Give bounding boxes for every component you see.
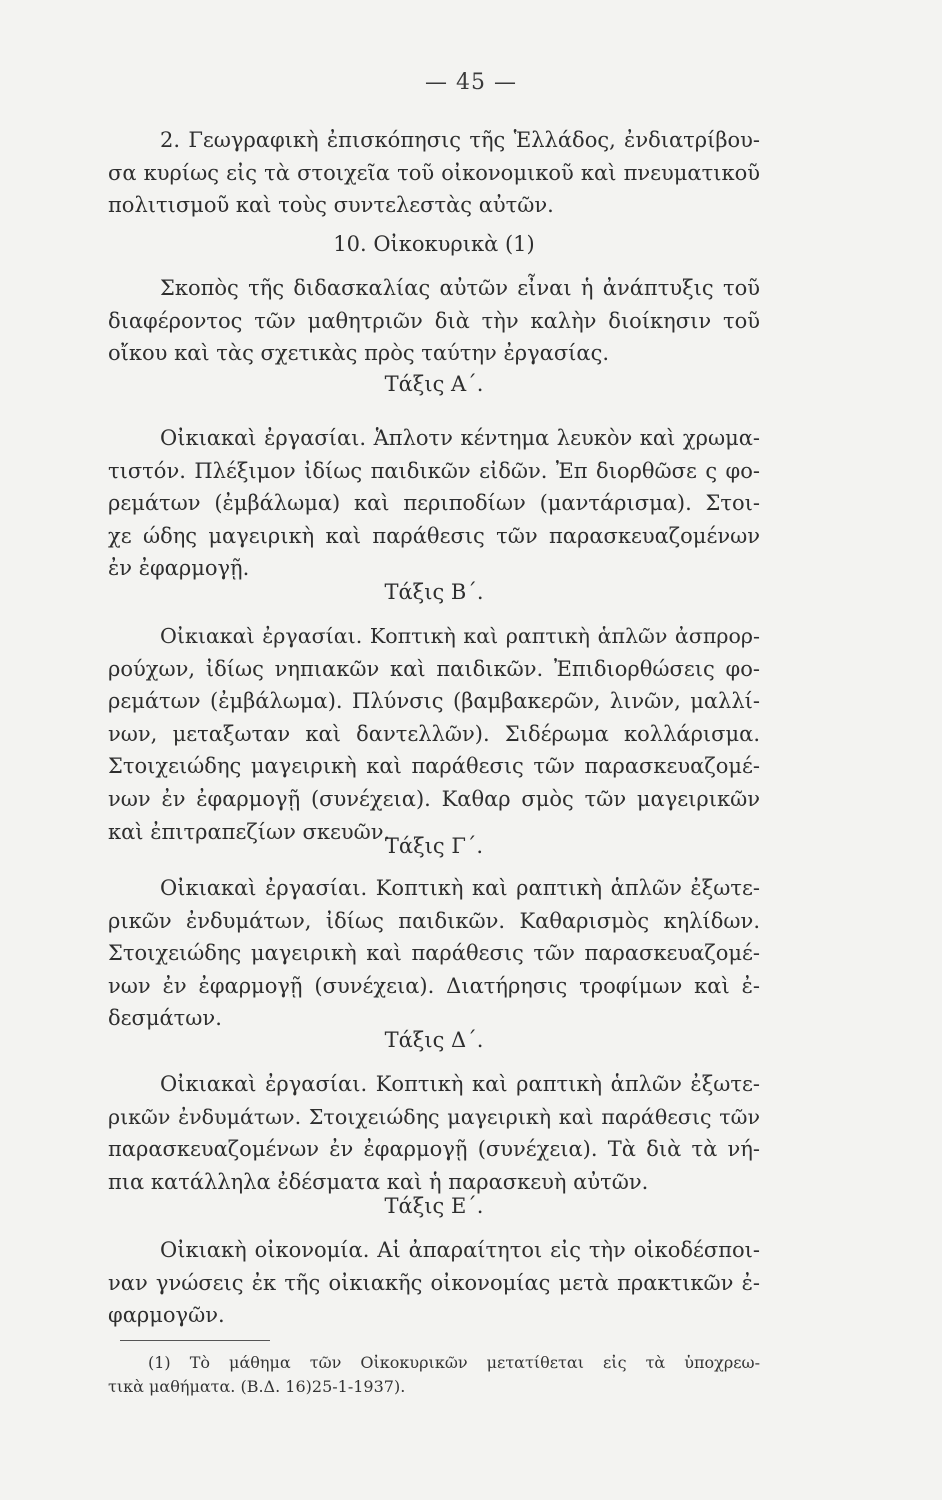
text-line: δεσμάτων.	[108, 1006, 222, 1031]
text-line: παρασκευαζομένων ἐν ἐφαρμογῇ (συνέχεια). Τὰ διὰ τὰ νή-	[108, 1137, 760, 1162]
footnote-divider	[120, 1340, 270, 1341]
section-10-paragraph	[108, 272, 760, 370]
section-10-heading-block	[108, 228, 760, 260]
text-line: 2. Γεωγραφικὴ ἐπισκόπησις τῆς Ἑλλάδος, ἐνδιατρίβου-	[160, 128, 760, 152]
footnote-line: τικὰ μαθήματα. (Β.Δ. 16)25-1-1937).	[108, 1377, 406, 1396]
class-g-paragraph	[108, 872, 760, 1035]
text-line: καὶ ἐπιτραπεζίων σκευῶν.	[108, 819, 391, 844]
class-d-heading-block	[108, 1024, 760, 1056]
class-heading: Τάξις Β΄.	[384, 580, 484, 604]
text-line: σα κυρίως εἰς τὰ στοιχεῖα τοῦ οἰκονομικοῦ καὶ πνευματικοῦ	[108, 160, 760, 185]
text-line: χε ώδης μαγειρικὴ καὶ παράθεσις τῶν παρασκευαζομένων	[108, 523, 760, 548]
text-line: Σκοπὸς τῆς διδασκαλίας αὐτῶν εἶναι ἡ ἀνάπτυξις τοῦ	[160, 276, 760, 300]
class-b-heading-block	[108, 576, 760, 608]
class-e-heading-block	[108, 1190, 760, 1222]
text-line: ἐν ἐφαρμογῇ.	[108, 556, 250, 581]
text-line: ναν γνώσεις ἐκ τῆς οἰκιακῆς οἰκονομίας μετὰ πρακτικῶν ἐ-	[108, 1270, 760, 1295]
class-d-paragraph	[108, 1068, 760, 1198]
text-line: ρικῶν ἐνδυμάτων, ἰδίως παιδικῶν. Καθαρισμὸς κηλίδων.	[108, 908, 760, 933]
text-line: ρούχων, ἰδίως νηπιακῶν καὶ παιδικῶν. Ἐπιδιορθώσεις φο-	[108, 656, 760, 681]
item-2-paragraph	[108, 124, 760, 222]
footnote-line: (1) Τὸ μάθημα τῶν Οἰκοκυρικῶν μετατίθεται εἰς τὰ ὑποχρεω-	[148, 1353, 760, 1372]
text-line: Οἰκιακαὶ ἐργασίαι. Κοπτικὴ καὶ ραπτικὴ ἁπλῶν ἐξωτε-	[160, 876, 760, 900]
text-line: φαρμογῶν.	[108, 1303, 225, 1328]
text-line: Οἰκιακαὶ ἐργασίαι. Ἁπλοτν κέντημα λευκὸν καὶ χρωμα-	[160, 426, 760, 450]
text-line: νων, μεταξωταν καὶ δαντελλῶν). Σιδέρωμα κολλάρισμα.	[108, 721, 760, 746]
text-line: Στοιχειώδης μαγειρικὴ καὶ παράθεσις τῶν παρασκευαζομέ-	[108, 754, 760, 779]
class-heading: Τάξις Α΄.	[384, 372, 484, 396]
class-heading: Τάξις Ε΄.	[384, 1194, 484, 1218]
class-heading: Τάξις Δ΄.	[384, 1028, 484, 1052]
class-b-paragraph	[108, 620, 760, 848]
text-line: πια κατάλληλα ἐδέσματα καὶ ἡ παρασκευὴ αὐτῶν.	[108, 1169, 649, 1194]
page-number: — 45 —	[425, 70, 517, 95]
class-a-paragraph	[108, 422, 760, 585]
text-line: Οἰκιακὴ οἰκονομία. Αἱ ἀπαραίτητοι εἰς τὴν οἰκοδέσποι-	[160, 1238, 760, 1262]
text-line: τιστόν. Πλέξιμον ἰδίως παιδικῶν εἰδῶν. Ἐπ διορθῶσε ς φο-	[108, 458, 760, 483]
text-line: νων ἐν ἐφαρμογῇ (συνέχεια). Καθαρ σμὸς τῶν μαγειρικῶν	[108, 786, 760, 811]
footnote	[108, 1351, 760, 1399]
text-line: νων ἐν ἐφαρμογῇ (συνέχεια). Διατήρησις τροφίμων καὶ ἐ-	[108, 973, 760, 998]
text-line: πολιτισμοῦ καὶ τοὺς συντελεστὰς αὐτῶν.	[108, 193, 554, 218]
section-heading: 10. Οἰκοκυρικὰ (1)	[333, 232, 535, 256]
text-line: οἴκου καὶ τὰς σχετικὰς πρὸς ταύτην ἐργασίας.	[108, 341, 610, 366]
class-g-heading-block	[108, 830, 760, 862]
class-a-heading-block	[108, 368, 760, 400]
class-heading: Τάξις Γ΄.	[384, 834, 484, 858]
text-line: ρεμάτων (ἐμβάλωμα) καὶ περιποδίων (μαντάρισμα). Στοι-	[108, 491, 760, 516]
class-e-paragraph	[108, 1234, 760, 1332]
text-line: ρεμάτων (ἐμβάλωμα). Πλύνσις (βαμβακερῶν, λινῶν, μαλλί-	[108, 689, 760, 714]
text-line: Οἰκιακαὶ ἐργασίαι. Κοπτικὴ καὶ ραπτικὴ ἁπλῶν ἐξωτε-	[160, 1072, 760, 1096]
text-line: διαφέροντος τῶν μαθητριῶν διὰ τὴν καλὴν διοίκησιν τοῦ	[108, 308, 760, 333]
text-line: Στοιχειώδης μαγειρικὴ καὶ παράθεσις τῶν παρασκευαζομέ-	[108, 941, 760, 966]
text-line: ρικῶν ἐνδυμάτων. Στοιχειώδης μαγειρικὴ καὶ παράθεσις τῶν	[108, 1104, 760, 1129]
text-line: Οἰκιακαὶ ἐργασίαι. Κοπτικὴ καὶ ραπτικὴ ἁπλῶν ἀσπρορ-	[160, 624, 760, 648]
